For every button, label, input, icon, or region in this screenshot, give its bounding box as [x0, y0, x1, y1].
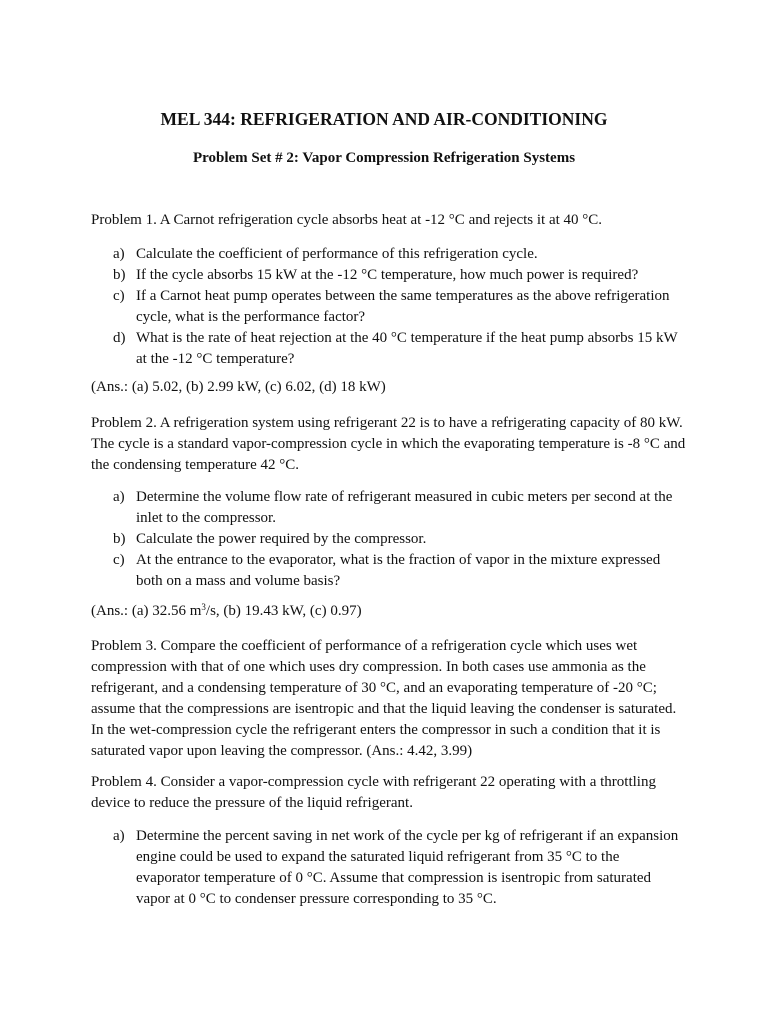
item-marker: b)	[113, 267, 126, 283]
course-title: MEL 344: REFRIGERATION AND AIR-CONDITIONING	[160, 109, 608, 129]
problem-4	[91, 772, 687, 814]
answer-post: /s, (b) 19.43 kW, (c) 0.97)	[205, 603, 362, 619]
item-marker: b)	[113, 531, 126, 547]
item-text: What is the rate of heat rejection at the 40 °C temperature if the heat pump absorbs 15 kW at the -12 °C temperature?	[136, 330, 678, 367]
item-text: Determine the volume flow rate of refrigerant measured in cubic meters per second at the inlet to the compressor.	[136, 489, 673, 526]
problem-statement: Problem 4. Consider a vapor-compression cycle with refrigerant 22 operating with a throttling device to reduce the pressure of the liquid refrigerant.	[91, 774, 656, 811]
item-marker: a)	[113, 489, 125, 505]
item-marker: c)	[113, 552, 125, 568]
list-item	[91, 286, 687, 328]
problem-set-title: Problem Set # 2: Vapor Compression Refrigeration Systems	[192, 150, 576, 166]
item-text: If a Carnot heat pump operates between the same temperatures as the above refrigeration cycle, what is the performance factor?	[136, 288, 670, 325]
list-item	[91, 826, 687, 910]
problem-statement: Problem 2. A refrigeration system using refrigerant 22 is to have a refrigerating capacity of 80 kW. The cycle is a standard vapor-compression cycle in which the evaporating temperature is -8 °C and the condensing temperature 42 °C.	[91, 415, 686, 473]
problem-2-answer-block	[91, 601, 687, 622]
problem-1-items	[91, 244, 687, 370]
item-marker: a)	[113, 246, 125, 262]
item-text: Determine the percent saving in net work of the cycle per kg of refrigerant if an expansion engine could be used to expand the saturated liquid refrigerant from 35 °C to the evaporator temperature of 0 °C. Assume that compression is isentropic from saturated vapor at 0 °C to condenser pressure corresponding to 35 °C.	[136, 828, 679, 907]
item-marker: c)	[113, 288, 125, 304]
list-item	[91, 529, 687, 550]
problem-2-items	[91, 487, 687, 592]
item-text: If the cycle absorbs 15 kW at the -12 °C temperature, how much power is required?	[136, 267, 639, 283]
item-text: Calculate the power required by the compressor.	[136, 531, 427, 547]
problem-1-answer-block	[91, 377, 687, 398]
answer-text	[91, 601, 687, 622]
answer-pre: (Ans.: (a) 32.56 m	[91, 603, 202, 619]
item-marker: a)	[113, 828, 125, 844]
list-item	[91, 265, 687, 286]
answer-text: (Ans.: (a) 5.02, (b) 2.99 kW, (c) 6.02, (d) 18 kW)	[91, 379, 386, 395]
problem-3	[91, 636, 687, 762]
list-item	[91, 487, 687, 529]
item-text: At the entrance to the evaporator, what is the fraction of vapor in the mixture expressed both on a mass and volume basis?	[136, 552, 661, 589]
item-marker: d)	[113, 330, 126, 346]
problem-statement: Problem 3. Compare the coefficient of performance of a refrigeration cycle which uses wet compression with that of one which uses dry compression. In both cases use ammonia as the refrigerant, and a condensing temperature of 30 °C, and an evaporating temperature of -20 °C; assume that the compressions are isentropic and that the liquid leaving the condenser is saturated. In the wet-compression cycle the refrigerant enters the compressor in such a condition that it is saturated vapor upon leaving the compressor. (Ans.: 4.42, 3.99)	[91, 638, 677, 759]
problem-4-items	[91, 826, 687, 910]
problem-1	[91, 210, 687, 231]
problem-statement: Problem 1. A Carnot refrigeration cycle absorbs heat at -12 °C and rejects it at 40 °C.	[91, 212, 603, 228]
list-item	[91, 244, 687, 265]
list-item	[91, 550, 687, 592]
problem-2	[91, 413, 687, 476]
list-item	[91, 328, 687, 370]
answer-superscript: 3	[201, 602, 206, 612]
item-text: Calculate the coefficient of performance of this refrigeration cycle.	[136, 246, 538, 262]
